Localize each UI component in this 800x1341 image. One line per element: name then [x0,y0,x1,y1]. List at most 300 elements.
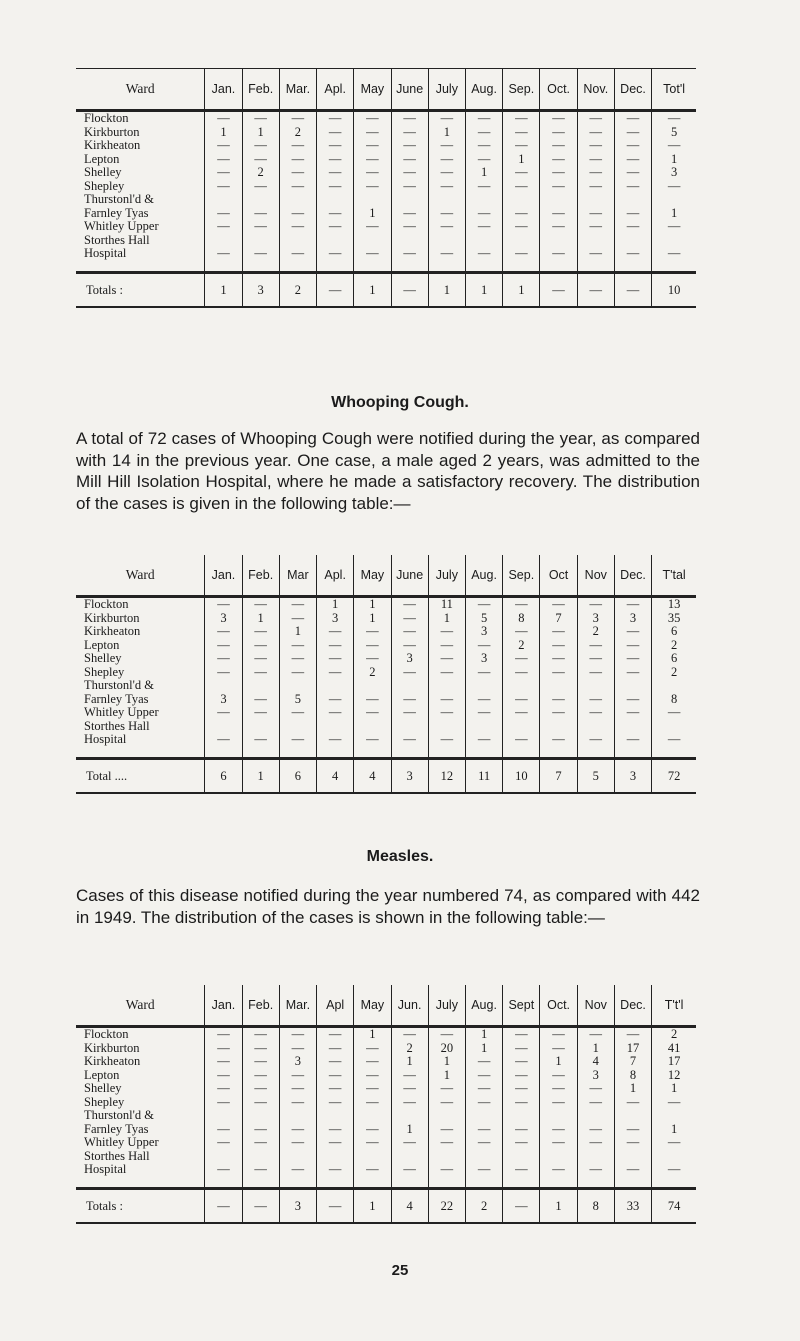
spacer-cell [428,747,465,759]
case-count-cell: — [577,220,614,234]
case-count-cell: — [652,1136,696,1150]
case-count-cell: — [503,597,540,612]
case-count-cell: — [465,706,502,720]
case-count-cell [391,1109,428,1123]
case-count-cell: — [577,652,614,666]
case-count-cell: — [242,1082,279,1096]
ward-column-header: Ward [76,69,205,111]
case-count-cell: — [317,166,354,180]
table-row [76,666,696,680]
case-count-cell [614,234,651,248]
case-count-cell: — [652,111,696,126]
case-count-cell: — [354,247,391,261]
case-count-cell: 1 [614,1082,651,1096]
case-count-cell [279,1109,316,1123]
case-count-cell [428,234,465,248]
case-count-cell: — [540,652,577,666]
case-count-cell: — [205,652,242,666]
case-count-cell: 1 [503,153,540,167]
total-count-cell: 1 [354,1188,391,1222]
case-count-cell: — [614,247,651,261]
case-count-cell: — [503,220,540,234]
spacer-cell [279,747,316,759]
case-count-cell: — [354,1042,391,1056]
case-count-cell: — [317,1096,354,1110]
spacer-cell [577,261,614,273]
month-column-header: Apl. [317,555,354,597]
case-count-cell: — [614,1136,651,1150]
total-count-cell: — [317,1188,354,1222]
ward-name-cell: Whitley Upper [84,1135,159,1149]
case-count-cell: — [279,612,316,626]
month-column-header: Dec. [614,985,651,1027]
case-count-cell: — [540,733,577,747]
case-count-cell [577,193,614,207]
total-count-cell: 33 [614,1188,651,1222]
case-count-cell [242,234,279,248]
case-count-cell: 8 [614,1069,651,1083]
case-count-cell: — [279,207,316,221]
month-column-header: Mar. [279,69,316,111]
case-count-cell: — [354,1055,391,1069]
case-count-cell: — [391,733,428,747]
case-count-cell: 1 [465,1042,502,1056]
spacer-cell [354,747,391,759]
case-count-cell: — [614,652,651,666]
case-count-cell: — [205,706,242,720]
case-count-cell: — [354,706,391,720]
case-count-cell: 1 [577,1042,614,1056]
case-count-cell: — [279,1042,316,1056]
case-count-cell [614,1150,651,1164]
table-row [76,111,696,126]
case-count-cell: — [317,139,354,153]
spacer-cell [577,1177,614,1189]
case-count-cell: — [205,1069,242,1083]
table-row [76,652,696,666]
spacer-cell [354,261,391,273]
case-count-cell: — [279,1082,316,1096]
spacer-cell [652,261,696,273]
case-count-cell: — [465,180,502,194]
table-row [76,639,696,653]
total-count-cell: 12 [428,758,465,792]
case-count-cell: — [317,111,354,126]
case-count-cell: — [354,139,391,153]
total-count-cell: — [242,1188,279,1222]
case-count-cell: — [242,1027,279,1042]
case-count-cell: — [540,625,577,639]
month-column-header: Aug. [465,555,502,597]
case-count-cell: — [577,166,614,180]
case-count-cell: — [577,247,614,261]
case-count-cell: — [577,139,614,153]
case-count-cell: — [540,597,577,612]
case-count-cell: 1 [242,126,279,140]
total-count-cell: 10 [652,272,696,306]
case-count-cell: — [540,111,577,126]
ward-name-cell: Hospital [84,732,127,746]
case-count-cell [391,679,428,693]
spacer-cell [242,747,279,759]
case-count-cell: — [503,1136,540,1150]
case-count-cell: — [465,666,502,680]
case-count-cell: — [652,733,696,747]
case-count-cell: 2 [652,666,696,680]
total-count-cell: 2 [465,1188,502,1222]
case-count-cell: — [614,1027,651,1042]
case-count-cell: 2 [354,666,391,680]
case-count-cell: — [242,1055,279,1069]
case-count-cell: 2 [652,1027,696,1042]
case-count-cell: — [354,166,391,180]
case-count-cell: — [577,597,614,612]
ward-name-cell: Farnley Tyas [84,691,149,706]
case-count-cell: — [428,733,465,747]
case-count-cell: — [205,1027,242,1042]
case-count-cell: — [354,639,391,653]
case-count-cell [242,1109,279,1123]
case-count-cell: 2 [391,1042,428,1056]
case-count-cell [391,234,428,248]
case-count-cell: — [503,652,540,666]
case-count-cell [354,193,391,207]
case-count-cell: — [428,1027,465,1042]
ward-name-cell: Flockton [84,111,129,125]
case-count-cell: — [242,180,279,194]
spacer-cell [317,747,354,759]
month-column-header: Apl [317,985,354,1027]
case-count-cell: — [242,139,279,153]
case-count-cell: — [317,666,354,680]
case-count-cell: — [577,733,614,747]
case-count-cell: — [428,1096,465,1110]
case-count-cell: 3 [205,612,242,626]
total-count-cell: 10 [503,758,540,792]
case-count-cell: — [242,1163,279,1177]
case-count-cell: — [540,1096,577,1110]
case-count-cell: — [354,153,391,167]
ward-name-cell: Storthes Hall [84,718,150,733]
case-count-cell [242,720,279,734]
spacer-row [76,747,696,759]
case-count-cell: — [614,639,651,653]
month-column-header: Apl. [317,69,354,111]
case-count-cell: — [465,247,502,261]
ward-name-cell: Whitley Upper [84,219,159,233]
whooping-cough-paragraph: A total of 72 cases of Whooping Cough were notified during the year, as compared with 14 in the previous year. One case, a male aged 2 years, was admitted to the Mill Hill Isolation Hospital, where he made a satisfactory recovery. The distribution of the cases is given in the following table:— [76,429,700,513]
case-count-cell [391,193,428,207]
case-count-cell: — [391,666,428,680]
total-count-cell: 1 [242,758,279,792]
case-count-cell: 1 [354,1027,391,1042]
case-count-cell: — [354,733,391,747]
case-count-cell: — [577,1136,614,1150]
case-count-cell: 1 [354,597,391,612]
case-count-cell: — [205,180,242,194]
table-row [76,1150,696,1164]
case-count-cell: — [540,1136,577,1150]
ward-name-cell: Kirkburton [84,610,140,625]
case-count-cell: — [279,139,316,153]
total-count-cell: 2 [279,272,316,306]
case-count-cell: — [465,639,502,653]
total-count-cell: 11 [465,758,502,792]
table-row [76,720,696,734]
table-row [76,679,696,693]
ward-name-cell: Shepley [84,664,125,679]
totals-row [76,1188,696,1222]
case-count-cell: — [242,247,279,261]
table-row [76,733,696,747]
case-count-cell: — [242,625,279,639]
month-column-header: Oct. [540,69,577,111]
case-count-cell: — [242,1136,279,1150]
measles-table [76,985,696,1224]
case-count-cell: — [205,1096,242,1110]
case-count-cell: — [317,1069,354,1083]
spacer-cell [614,1177,651,1189]
spacer-cell [76,1177,205,1189]
case-count-cell [205,720,242,734]
case-count-cell: — [279,166,316,180]
spacer-cell [652,1177,696,1189]
case-count-cell: — [354,625,391,639]
case-count-cell: — [279,180,316,194]
case-count-cell: 3 [614,612,651,626]
case-count-cell: — [503,1055,540,1069]
case-count-cell: — [503,126,540,140]
case-count-cell: — [503,1082,540,1096]
case-count-cell [242,679,279,693]
case-count-cell: — [279,220,316,234]
case-count-cell: — [540,1123,577,1137]
case-count-cell: — [391,139,428,153]
case-count-cell: — [652,220,696,234]
month-column-header: July [428,985,465,1027]
case-count-cell: — [540,639,577,653]
ward-name-cell: Storthes Hall [84,1148,150,1163]
case-count-cell: — [540,139,577,153]
month-column-header: Nov [577,985,614,1027]
case-count-cell: 35 [652,612,696,626]
case-count-cell [465,720,502,734]
ward-name-cell: Kirkburton [84,124,140,139]
case-count-cell: — [465,1055,502,1069]
case-count-cell: — [317,625,354,639]
case-count-cell: 7 [614,1055,651,1069]
case-count-cell: 1 [242,612,279,626]
total-count-cell: 1 [503,272,540,306]
month-column-header: Sept [503,985,540,1027]
month-column-header: Nov [577,555,614,597]
case-count-cell: — [465,1136,502,1150]
case-count-cell [577,1109,614,1123]
case-count-cell: — [354,1069,391,1083]
table-row [76,1136,696,1150]
case-count-cell [540,234,577,248]
spacer-cell [317,1177,354,1189]
case-count-cell: — [242,693,279,707]
month-column-header: May [354,69,391,111]
case-count-cell [540,1150,577,1164]
total-count-cell: 4 [354,758,391,792]
case-count-cell: — [354,1163,391,1177]
case-count-cell [428,720,465,734]
total-count-cell: 1 [465,272,502,306]
table-row [76,1163,696,1177]
case-count-cell: — [205,153,242,167]
ward-name-cell: Lepton [84,1067,120,1082]
case-count-cell: — [577,1096,614,1110]
case-count-cell: — [652,247,696,261]
case-count-cell: 1 [317,597,354,612]
table-row [76,247,696,261]
case-count-cell: — [242,153,279,167]
notifications-table-1 [76,68,696,308]
case-count-cell [465,1109,502,1123]
case-count-cell: — [205,639,242,653]
table-row [76,597,696,612]
case-count-cell: — [428,639,465,653]
spacer-cell [428,1177,465,1189]
case-count-cell: 1 [428,1069,465,1083]
case-count-cell: 3 [465,652,502,666]
table-row [76,1123,696,1137]
month-column-header: Sep. [503,555,540,597]
case-count-cell: — [242,666,279,680]
case-count-cell: 3 [465,625,502,639]
case-count-cell: — [317,1163,354,1177]
month-column-header: Dec. [614,555,651,597]
case-count-cell: — [540,1027,577,1042]
month-column-header: T'tal [652,555,696,597]
case-count-cell: — [391,1082,428,1096]
case-count-cell: — [317,126,354,140]
table-row [76,706,696,720]
case-count-cell [317,1109,354,1123]
table-row [76,193,696,207]
case-count-cell: — [317,1055,354,1069]
case-count-cell: — [354,652,391,666]
whooping-cough-heading: Whooping Cough. [331,394,469,411]
spacer-cell [465,261,502,273]
spacer-cell [76,261,205,273]
case-count-cell: — [614,693,651,707]
case-count-cell [354,234,391,248]
month-column-header: Jan. [205,985,242,1027]
case-count-cell: — [391,625,428,639]
case-count-cell: — [391,1096,428,1110]
case-count-cell: — [279,639,316,653]
ward-name-cell: Hospital [84,1162,127,1176]
case-count-cell: — [577,1163,614,1177]
ward-name-cell: Farnley Tyas [84,1121,149,1136]
case-count-cell: — [503,1163,540,1177]
case-count-cell: — [503,111,540,126]
case-count-cell: — [614,111,651,126]
case-count-cell: — [242,1042,279,1056]
case-count-cell: — [205,207,242,221]
spacer-cell [465,1177,502,1189]
case-count-cell [503,1150,540,1164]
case-count-cell: — [317,220,354,234]
case-count-cell: 7 [540,612,577,626]
case-count-cell: — [354,111,391,126]
case-count-cell: — [279,111,316,126]
case-count-cell [242,1150,279,1164]
totals-label: Totals : [76,1188,205,1222]
case-count-cell: — [391,706,428,720]
case-count-cell: — [391,1136,428,1150]
case-count-cell: — [503,1069,540,1083]
case-count-cell: — [503,625,540,639]
case-count-cell: — [577,693,614,707]
case-count-cell: — [279,247,316,261]
total-count-cell: 1 [354,272,391,306]
spacer-cell [242,261,279,273]
case-count-cell: — [428,220,465,234]
case-count-cell: 2 [242,166,279,180]
total-count-cell: 7 [540,758,577,792]
case-count-cell [428,1109,465,1123]
total-count-cell: 74 [652,1188,696,1222]
case-count-cell: — [614,625,651,639]
case-count-cell: — [465,1082,502,1096]
month-column-header: Aug. [465,985,502,1027]
table-row [76,180,696,194]
case-count-cell [503,193,540,207]
case-count-cell: — [614,666,651,680]
month-column-header: Dec. [614,69,651,111]
case-count-cell: — [317,1042,354,1056]
table-row [76,139,696,153]
case-count-cell: — [577,1027,614,1042]
case-count-cell: 13 [652,597,696,612]
case-count-cell: — [279,652,316,666]
case-count-cell: 17 [652,1055,696,1069]
case-count-cell: — [354,1136,391,1150]
case-count-cell: 1 [652,1123,696,1137]
ward-name-cell: Flockton [84,597,129,611]
case-count-cell: — [242,1123,279,1137]
case-count-cell [428,193,465,207]
total-count-cell: 8 [577,1188,614,1222]
case-count-cell [354,720,391,734]
case-count-cell: — [503,1096,540,1110]
case-count-cell [465,193,502,207]
month-column-header: Aug. [465,69,502,111]
ward-name-cell: Kirkheaton [84,624,141,638]
ward-name-cell: Kirkburton [84,1040,140,1055]
case-count-cell [540,193,577,207]
case-count-cell: — [577,1082,614,1096]
totals-row [76,758,696,792]
case-count-cell: — [652,706,696,720]
case-count-cell: — [391,111,428,126]
case-count-cell: 3 [279,1055,316,1069]
month-column-header: Tot'l [652,69,696,111]
month-column-header: Mar. [279,985,316,1027]
case-count-cell: — [428,139,465,153]
case-count-cell [577,1150,614,1164]
case-count-cell: 1 [391,1055,428,1069]
case-count-cell: — [428,706,465,720]
case-count-cell: — [540,666,577,680]
month-column-header: Feb. [242,69,279,111]
case-count-cell: — [503,1027,540,1042]
case-count-cell: — [317,153,354,167]
